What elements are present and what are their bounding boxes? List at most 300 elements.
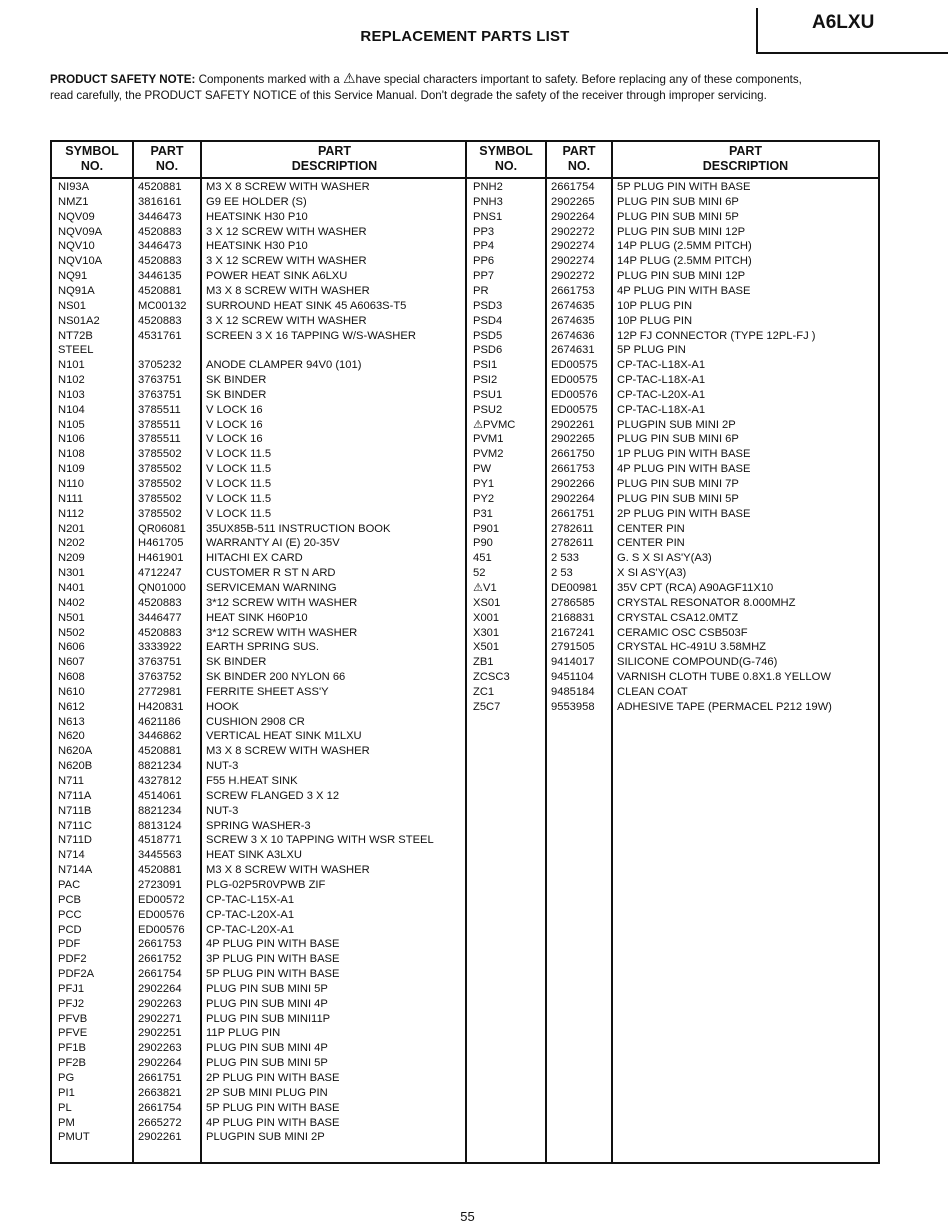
description-cell: PLUG PIN SUB MINI 7P xyxy=(617,478,739,490)
part-no-cell: 4520881 xyxy=(138,864,182,877)
symbol-cell: ZC1 xyxy=(473,685,495,698)
part-no-cell: 2902264 xyxy=(551,492,595,505)
description-cell: PLUG PIN SUB MINI 5P xyxy=(206,982,328,995)
symbol-cell: N606 xyxy=(58,641,85,654)
symbol-cell: XS01 xyxy=(473,596,501,609)
description-cell: 11P PLUG PIN xyxy=(206,1027,281,1040)
part-no-cell: QR06081 xyxy=(138,522,186,535)
part-no-cell: 3446135 xyxy=(138,270,182,283)
description-cell: PLUG PIN SUB MINI 6P xyxy=(617,433,739,446)
table-row xyxy=(467,225,878,240)
description-cell: VARNISH CLOTH TUBE 0.8X1.8 YELLOW xyxy=(617,671,831,684)
table-row xyxy=(52,1071,467,1086)
table-row xyxy=(467,314,878,329)
part-no-cell: 2661752 xyxy=(138,953,182,966)
description-cell: PLUG PIN SUB MINI 5P xyxy=(617,492,739,505)
table-row xyxy=(52,314,467,329)
symbol-cell: N110 xyxy=(58,478,84,490)
symbol-cell: N610 xyxy=(58,685,85,698)
description-cell: 3P PLUG PIN WITH BASE xyxy=(206,953,340,966)
part-no-cell: 2674631 xyxy=(551,344,595,357)
description-cell: SERVICEMAN WARNING xyxy=(206,581,337,594)
table-row xyxy=(467,418,878,433)
table-row xyxy=(52,462,467,477)
table-row xyxy=(52,477,467,492)
description-cell: PLUG PIN SUB MINI 12P xyxy=(617,225,746,238)
part-no-cell: 2902264 xyxy=(138,1057,182,1070)
description-cell: M3 X 8 SCREW WITH WASHER xyxy=(206,745,370,758)
part-no-cell: 2902261 xyxy=(551,418,595,431)
parts-table-left xyxy=(52,142,467,1162)
table-row xyxy=(52,848,467,863)
part-no-cell: 2902272 xyxy=(551,225,595,238)
part-no-cell: 2663821 xyxy=(138,1086,182,1099)
part-no-cell: 2902263 xyxy=(138,1042,182,1055)
description-cell: HEATSINK H30 P10 xyxy=(206,210,308,223)
symbol-cell: N103 xyxy=(58,388,85,401)
safety-note-text-2: read carefully, the PRODUCT SAFETY NOTICE of this Service Manual. Don't degrade the safety of the receiver through improper servicing. xyxy=(50,89,767,102)
part-no-cell: ED00576 xyxy=(551,388,598,401)
description-cell: SCREW FLANGED 3 X 12 xyxy=(206,789,340,802)
part-no-cell: 9553958 xyxy=(551,700,595,713)
part-no-cell: 3785502 xyxy=(138,507,182,520)
table-row xyxy=(52,908,467,923)
part-no-cell: 4520883 xyxy=(138,596,182,609)
table-row xyxy=(52,937,467,952)
description-cell: X SI AS'Y(A3) xyxy=(617,567,687,580)
table-row xyxy=(52,254,467,269)
symbol-cell: N613 xyxy=(58,715,85,728)
symbol-cell: PSU1 xyxy=(473,388,503,401)
description-cell: M3 X 8 SCREW WITH WASHER xyxy=(206,181,370,193)
symbol-cell: PSD4 xyxy=(473,314,503,327)
part-no-cell: 2674635 xyxy=(551,299,595,312)
description-cell: 5P PLUG PIN WITH BASE xyxy=(206,968,340,981)
table-row xyxy=(467,566,878,581)
safety-note-text-1b: have special characters important to safety. Before replacing any of these components, xyxy=(355,73,802,86)
symbol-cell: N711C xyxy=(58,819,92,832)
symbol-cell: PW xyxy=(473,463,492,476)
description-cell: PLUG PIN SUB MINI 12P xyxy=(617,270,746,283)
table-row xyxy=(52,1012,467,1027)
symbol-cell: N112 xyxy=(58,507,84,520)
symbol-cell: PNH2 xyxy=(473,181,503,193)
table-row xyxy=(467,269,878,284)
description-cell: 3 X 12 SCREW WITH WASHER xyxy=(206,255,367,268)
description-cell: 14P PLUG (2.5MM PITCH) xyxy=(617,255,752,268)
part-no-cell: 4327812 xyxy=(138,775,182,787)
symbol-cell: NQV10A xyxy=(58,255,103,268)
table-row xyxy=(52,180,467,195)
part-no-cell: 2661754 xyxy=(138,968,182,981)
symbol-cell: PFVE xyxy=(58,1027,88,1040)
symbol-cell: X301 xyxy=(473,626,500,639)
header-part-no xyxy=(134,144,200,174)
symbol-cell: N109 xyxy=(58,463,85,476)
symbol-cell: ZCSC3 xyxy=(473,671,510,684)
description-cell: NUT-3 xyxy=(206,804,239,817)
part-no-cell: 4520883 xyxy=(138,255,182,268)
part-no-cell: ED00576 xyxy=(138,923,185,936)
part-no-cell: 3816161 xyxy=(138,195,182,208)
table-row xyxy=(467,477,878,492)
table-row xyxy=(52,967,467,982)
part-no-cell: H420831 xyxy=(138,700,184,713)
table-row xyxy=(52,626,467,641)
table-row xyxy=(467,655,878,670)
description-cell: 4P PLUG PIN WITH BASE xyxy=(206,1116,340,1129)
description-cell: CUSTOMER R ST N ARD xyxy=(206,567,336,580)
table-row xyxy=(52,729,467,744)
symbol-cell: NT72B xyxy=(58,329,93,342)
header-divider xyxy=(52,177,467,179)
symbol-cell: NMZ1 xyxy=(58,195,89,208)
description-cell: 5P PLUG PIN xyxy=(617,344,686,357)
symbol-cell: N714 xyxy=(58,849,85,862)
symbol-cell: PP6 xyxy=(473,255,495,268)
table-row xyxy=(467,403,878,418)
table-row xyxy=(467,581,878,596)
table-row xyxy=(467,462,878,477)
symbol-cell: PNS1 xyxy=(473,210,503,223)
description-cell: EARTH SPRING SUS. xyxy=(206,641,319,654)
symbol-cell: PNH3 xyxy=(473,195,503,208)
table-row xyxy=(467,210,878,225)
table-row xyxy=(52,507,467,522)
page-title: REPLACEMENT PARTS LIST xyxy=(360,28,570,45)
symbol-cell: Z5C7 xyxy=(473,700,501,713)
symbol-cell: PCB xyxy=(58,893,82,906)
symbol-cell: ⚠PVMC xyxy=(473,418,516,431)
symbol-cell: PSD3 xyxy=(473,299,503,312)
symbol-cell: PP3 xyxy=(473,225,495,238)
symbol-cell: PY1 xyxy=(473,478,495,490)
symbol-cell: PFJ2 xyxy=(58,997,85,1010)
table-row xyxy=(467,596,878,611)
description-cell: ADHESIVE TAPE (PERMACEL P212 19W) xyxy=(617,700,832,713)
description-cell: CP-TAC-L20X-A1 xyxy=(206,923,295,936)
description-cell: SCREEN 3 X 16 TAPPING W/S-WASHER xyxy=(206,329,416,342)
part-no-cell: 2168831 xyxy=(551,611,595,624)
part-no-cell: 4712247 xyxy=(138,567,182,580)
part-no-cell: 2782611 xyxy=(551,522,594,535)
symbol-cell: PDF2A xyxy=(58,968,95,981)
description-cell: 3 X 12 SCREW WITH WASHER xyxy=(206,314,367,327)
table-row xyxy=(52,863,467,878)
table-row xyxy=(52,210,467,225)
description-cell: PLUG PIN SUB MINI 4P xyxy=(206,1042,328,1055)
part-no-cell: 3763751 xyxy=(138,656,182,669)
table-row xyxy=(52,804,467,819)
part-no-cell: 3446473 xyxy=(138,240,182,253)
description-cell: 12P FJ CONNECTOR (TYPE 12PL-FJ ) xyxy=(617,329,816,342)
table-row xyxy=(52,358,467,373)
table-row xyxy=(467,299,878,314)
part-no-cell: 3763751 xyxy=(138,374,182,387)
table-row xyxy=(52,655,467,670)
symbol-cell: PFJ1 xyxy=(58,982,85,995)
symbol-cell: N711D xyxy=(58,834,92,847)
symbol-cell: N101 xyxy=(58,359,85,372)
symbol-cell: N711A xyxy=(58,789,92,802)
table-row xyxy=(52,893,467,908)
part-no-cell: 4531761 xyxy=(138,329,182,342)
symbol-cell: PSU2 xyxy=(473,403,503,416)
table-row xyxy=(467,329,878,344)
table-row xyxy=(52,997,467,1012)
description-cell: 4P PLUG PIN WITH BASE xyxy=(206,938,340,951)
symbol-cell: X001 xyxy=(473,611,500,624)
table-row xyxy=(52,566,467,581)
symbol-cell: N714A xyxy=(58,864,93,877)
part-no-cell: 3785502 xyxy=(138,492,182,505)
symbol-cell: N711B xyxy=(58,804,92,817)
description-cell: POWER HEAT SINK A6LXU xyxy=(206,270,348,283)
parts-table-right xyxy=(467,142,878,1162)
description-cell: CP-TAC-L20X-A1 xyxy=(206,908,295,921)
symbol-cell: N102 xyxy=(58,374,85,387)
table-row xyxy=(52,700,467,715)
table-row xyxy=(52,640,467,655)
table-row xyxy=(52,551,467,566)
description-cell: 3*12 SCREW WITH WASHER xyxy=(206,626,358,639)
part-no-cell: 2 533 xyxy=(551,552,579,565)
part-no-cell: 2902272 xyxy=(551,270,595,283)
symbol-cell: PDF xyxy=(58,938,81,951)
header-part-no xyxy=(547,144,611,174)
part-no-cell: MC00132 xyxy=(138,299,187,312)
part-no-cell: 2786585 xyxy=(551,596,595,609)
symbol-cell: N111 xyxy=(58,492,84,505)
header-symbol-no xyxy=(52,144,132,174)
part-no-cell: 9414017 xyxy=(551,656,595,669)
description-cell: 2P SUB MINI PLUG PIN xyxy=(206,1086,328,1099)
part-no-cell: 2661753 xyxy=(138,938,182,951)
table-row xyxy=(467,254,878,269)
safety-note-text-1: Components marked with a xyxy=(198,73,340,86)
description-cell: CLEAN COAT xyxy=(617,685,688,698)
symbol-cell: N401 xyxy=(58,581,85,594)
table-row xyxy=(52,1130,467,1145)
table-row xyxy=(52,596,467,611)
description-cell: 35UX85B-511 INSTRUCTION BOOK xyxy=(206,522,391,535)
symbol-cell: PM xyxy=(58,1116,75,1129)
description-cell: V LOCK 16 xyxy=(206,403,263,416)
description-cell: CRYSTAL RESONATOR 8.000MHZ xyxy=(617,596,796,609)
table-row xyxy=(52,611,467,626)
part-no-cell: 3785511 xyxy=(138,433,181,446)
symbol-cell: PSI1 xyxy=(473,359,498,372)
part-no-cell: 3446477 xyxy=(138,611,182,624)
description-cell: PLUGPIN SUB MINI 2P xyxy=(617,418,736,431)
table-row xyxy=(52,447,467,462)
part-no-cell: 2902251 xyxy=(138,1027,182,1040)
table-row xyxy=(52,982,467,997)
symbol-cell: 451 xyxy=(473,552,492,565)
page-number: 55 xyxy=(460,1209,475,1224)
part-no-cell: 9451104 xyxy=(551,671,594,684)
symbol-cell: PMUT xyxy=(58,1131,90,1144)
table-row xyxy=(52,1086,467,1101)
part-no-cell: 3445563 xyxy=(138,849,182,862)
description-cell: SK BINDER 200 NYLON 66 xyxy=(206,671,346,684)
symbol-cell: NQV09 xyxy=(58,210,95,223)
table-row xyxy=(52,819,467,834)
symbol-cell: ZB1 xyxy=(473,656,494,669)
description-cell: M3 X 8 SCREW WITH WASHER xyxy=(206,864,370,877)
description-cell: PLUG PIN SUB MINI 5P xyxy=(206,1057,328,1070)
description-cell: VERTICAL HEAT SINK M1LXU xyxy=(206,730,362,743)
table-row xyxy=(52,373,467,388)
symbol-cell: PL xyxy=(58,1101,72,1114)
table-row xyxy=(52,536,467,551)
part-no-cell: 2902274 xyxy=(551,255,595,268)
description-cell: SK BINDER xyxy=(206,388,267,401)
symbol-cell: NQV10 xyxy=(58,240,95,253)
table-row xyxy=(467,195,878,210)
symbol-cell: PSD5 xyxy=(473,329,503,342)
part-no-cell: 3333922 xyxy=(138,641,182,654)
table-row xyxy=(467,373,878,388)
header-symbol-no xyxy=(467,144,545,174)
header-line: NO. xyxy=(567,159,591,173)
header-line: SYMBOL xyxy=(479,144,533,158)
symbol-cell: NQV09A xyxy=(58,225,103,238)
table-row xyxy=(52,299,467,314)
header-part-description xyxy=(613,144,878,174)
symbol-cell: N104 xyxy=(58,403,85,416)
description-cell: PLUGPIN SUB MINI 2P xyxy=(206,1131,325,1144)
table-row xyxy=(52,1116,467,1131)
symbol-cell: PG xyxy=(58,1072,75,1084)
part-no-cell: 2902271 xyxy=(138,1012,182,1025)
table-row xyxy=(467,640,878,655)
table-row xyxy=(467,284,878,299)
symbol-cell: N202 xyxy=(58,537,85,550)
description-cell: PLUG PIN SUB MINI 4P xyxy=(206,997,328,1010)
table-row xyxy=(467,670,878,685)
symbol-cell: PFVB xyxy=(58,1012,88,1025)
symbol-cell: N209 xyxy=(58,552,85,565)
part-no-cell: 3785502 xyxy=(138,478,182,490)
table-row xyxy=(467,536,878,551)
table-row xyxy=(52,522,467,537)
symbol-cell: PSI2 xyxy=(473,374,498,387)
symbol-cell: N620 xyxy=(58,730,85,743)
description-cell: 3*12 SCREW WITH WASHER xyxy=(206,596,358,609)
description-cell: CRYSTAL CSA12.0MTZ xyxy=(617,611,739,624)
description-cell: NUT-3 xyxy=(206,760,239,773)
part-no-cell: 2674635 xyxy=(551,314,595,327)
description-cell: V LOCK 11.5 xyxy=(206,507,272,520)
part-no-cell: ED00575 xyxy=(551,403,598,416)
symbol-cell: N301 xyxy=(58,567,85,580)
table-row xyxy=(52,952,467,967)
symbol-cell: N201 xyxy=(58,522,85,535)
table-row xyxy=(52,1101,467,1116)
symbol-cell: N608 xyxy=(58,671,85,684)
part-no-cell: 3785502 xyxy=(138,448,182,461)
part-no-cell: 4520883 xyxy=(138,225,182,238)
part-no-cell: 4520881 xyxy=(138,745,182,758)
part-no-cell: 2 53 xyxy=(551,567,573,580)
table-row xyxy=(52,239,467,254)
part-no-cell: 2723091 xyxy=(138,878,182,891)
symbol-cell: N105 xyxy=(58,418,85,431)
part-no-cell: 2772981 xyxy=(138,685,182,698)
description-cell: G. S X SI AS'Y(A3) xyxy=(617,552,712,565)
description-cell: FERRITE SHEET ASS'Y xyxy=(206,685,329,698)
symbol-cell: PF2B xyxy=(58,1057,86,1070)
symbol-cell: ⚠V1 xyxy=(473,581,497,594)
part-no-cell: 2661751 xyxy=(551,507,595,520)
description-cell: V LOCK 16 xyxy=(206,433,263,446)
description-cell: HEAT SINK A3LXU xyxy=(206,849,302,862)
header-line: PART xyxy=(728,144,763,158)
part-no-cell: 2661750 xyxy=(551,448,595,461)
symbol-cell: N607 xyxy=(58,656,85,669)
symbol-cell: PP4 xyxy=(473,240,495,253)
symbol-cell: PI1 xyxy=(58,1086,75,1099)
part-no-cell: 2902264 xyxy=(138,982,182,995)
symbol-cell: PAC xyxy=(58,878,81,891)
table-row xyxy=(52,269,467,284)
table-row xyxy=(467,388,878,403)
part-no-cell: 3785511 xyxy=(138,403,181,416)
header-line: PART xyxy=(150,144,184,158)
part-no-cell: 2665272 xyxy=(138,1116,182,1129)
part-no-cell: 2902274 xyxy=(551,240,595,253)
part-no-cell: 3763751 xyxy=(138,388,182,401)
table-row xyxy=(467,239,878,254)
symbol-cell: N402 xyxy=(58,596,85,609)
table-row xyxy=(467,685,878,700)
table-row xyxy=(52,744,467,759)
table-row xyxy=(52,685,467,700)
part-no-cell: 3446473 xyxy=(138,210,182,223)
symbol-cell: PY2 xyxy=(473,492,495,505)
part-no-cell: 2782611 xyxy=(551,537,594,550)
description-cell: CUSHION 2908 CR xyxy=(206,715,305,728)
part-no-cell: 2902264 xyxy=(551,210,595,223)
description-cell: 10P PLUG PIN xyxy=(617,314,693,327)
description-cell: 14P PLUG (2.5MM PITCH) xyxy=(617,240,752,253)
table-row xyxy=(52,774,467,789)
table-row xyxy=(467,180,878,195)
table-row xyxy=(467,551,878,566)
description-cell: M3 X 8 SCREW WITH WASHER xyxy=(206,284,370,297)
symbol-cell: PSD6 xyxy=(473,344,503,357)
table-row xyxy=(52,715,467,730)
part-no-cell: 3785502 xyxy=(138,463,182,476)
symbol-cell: P90 xyxy=(473,537,493,550)
part-no-cell: 8821234 xyxy=(138,760,182,773)
symbol-cell: PP7 xyxy=(473,270,495,283)
part-no-cell: 2902263 xyxy=(138,997,182,1010)
symbol-cell: X501 xyxy=(473,641,500,654)
description-cell: SK BINDER xyxy=(206,656,267,669)
description-cell: 1P PLUG PIN WITH BASE xyxy=(617,448,751,461)
part-no-cell: H461901 xyxy=(138,552,184,565)
warning-triangle-icon: ⚠ xyxy=(342,70,356,86)
symbol-cell: PCD xyxy=(58,923,82,936)
description-cell: 3 X 12 SCREW WITH WASHER xyxy=(206,225,367,238)
table-row xyxy=(52,581,467,596)
table-row xyxy=(467,492,878,507)
symbol-cell: NS01A2 xyxy=(58,314,100,327)
symbol-cell: PCC xyxy=(58,908,82,921)
description-cell: 4P PLUG PIN WITH BASE xyxy=(617,284,751,297)
